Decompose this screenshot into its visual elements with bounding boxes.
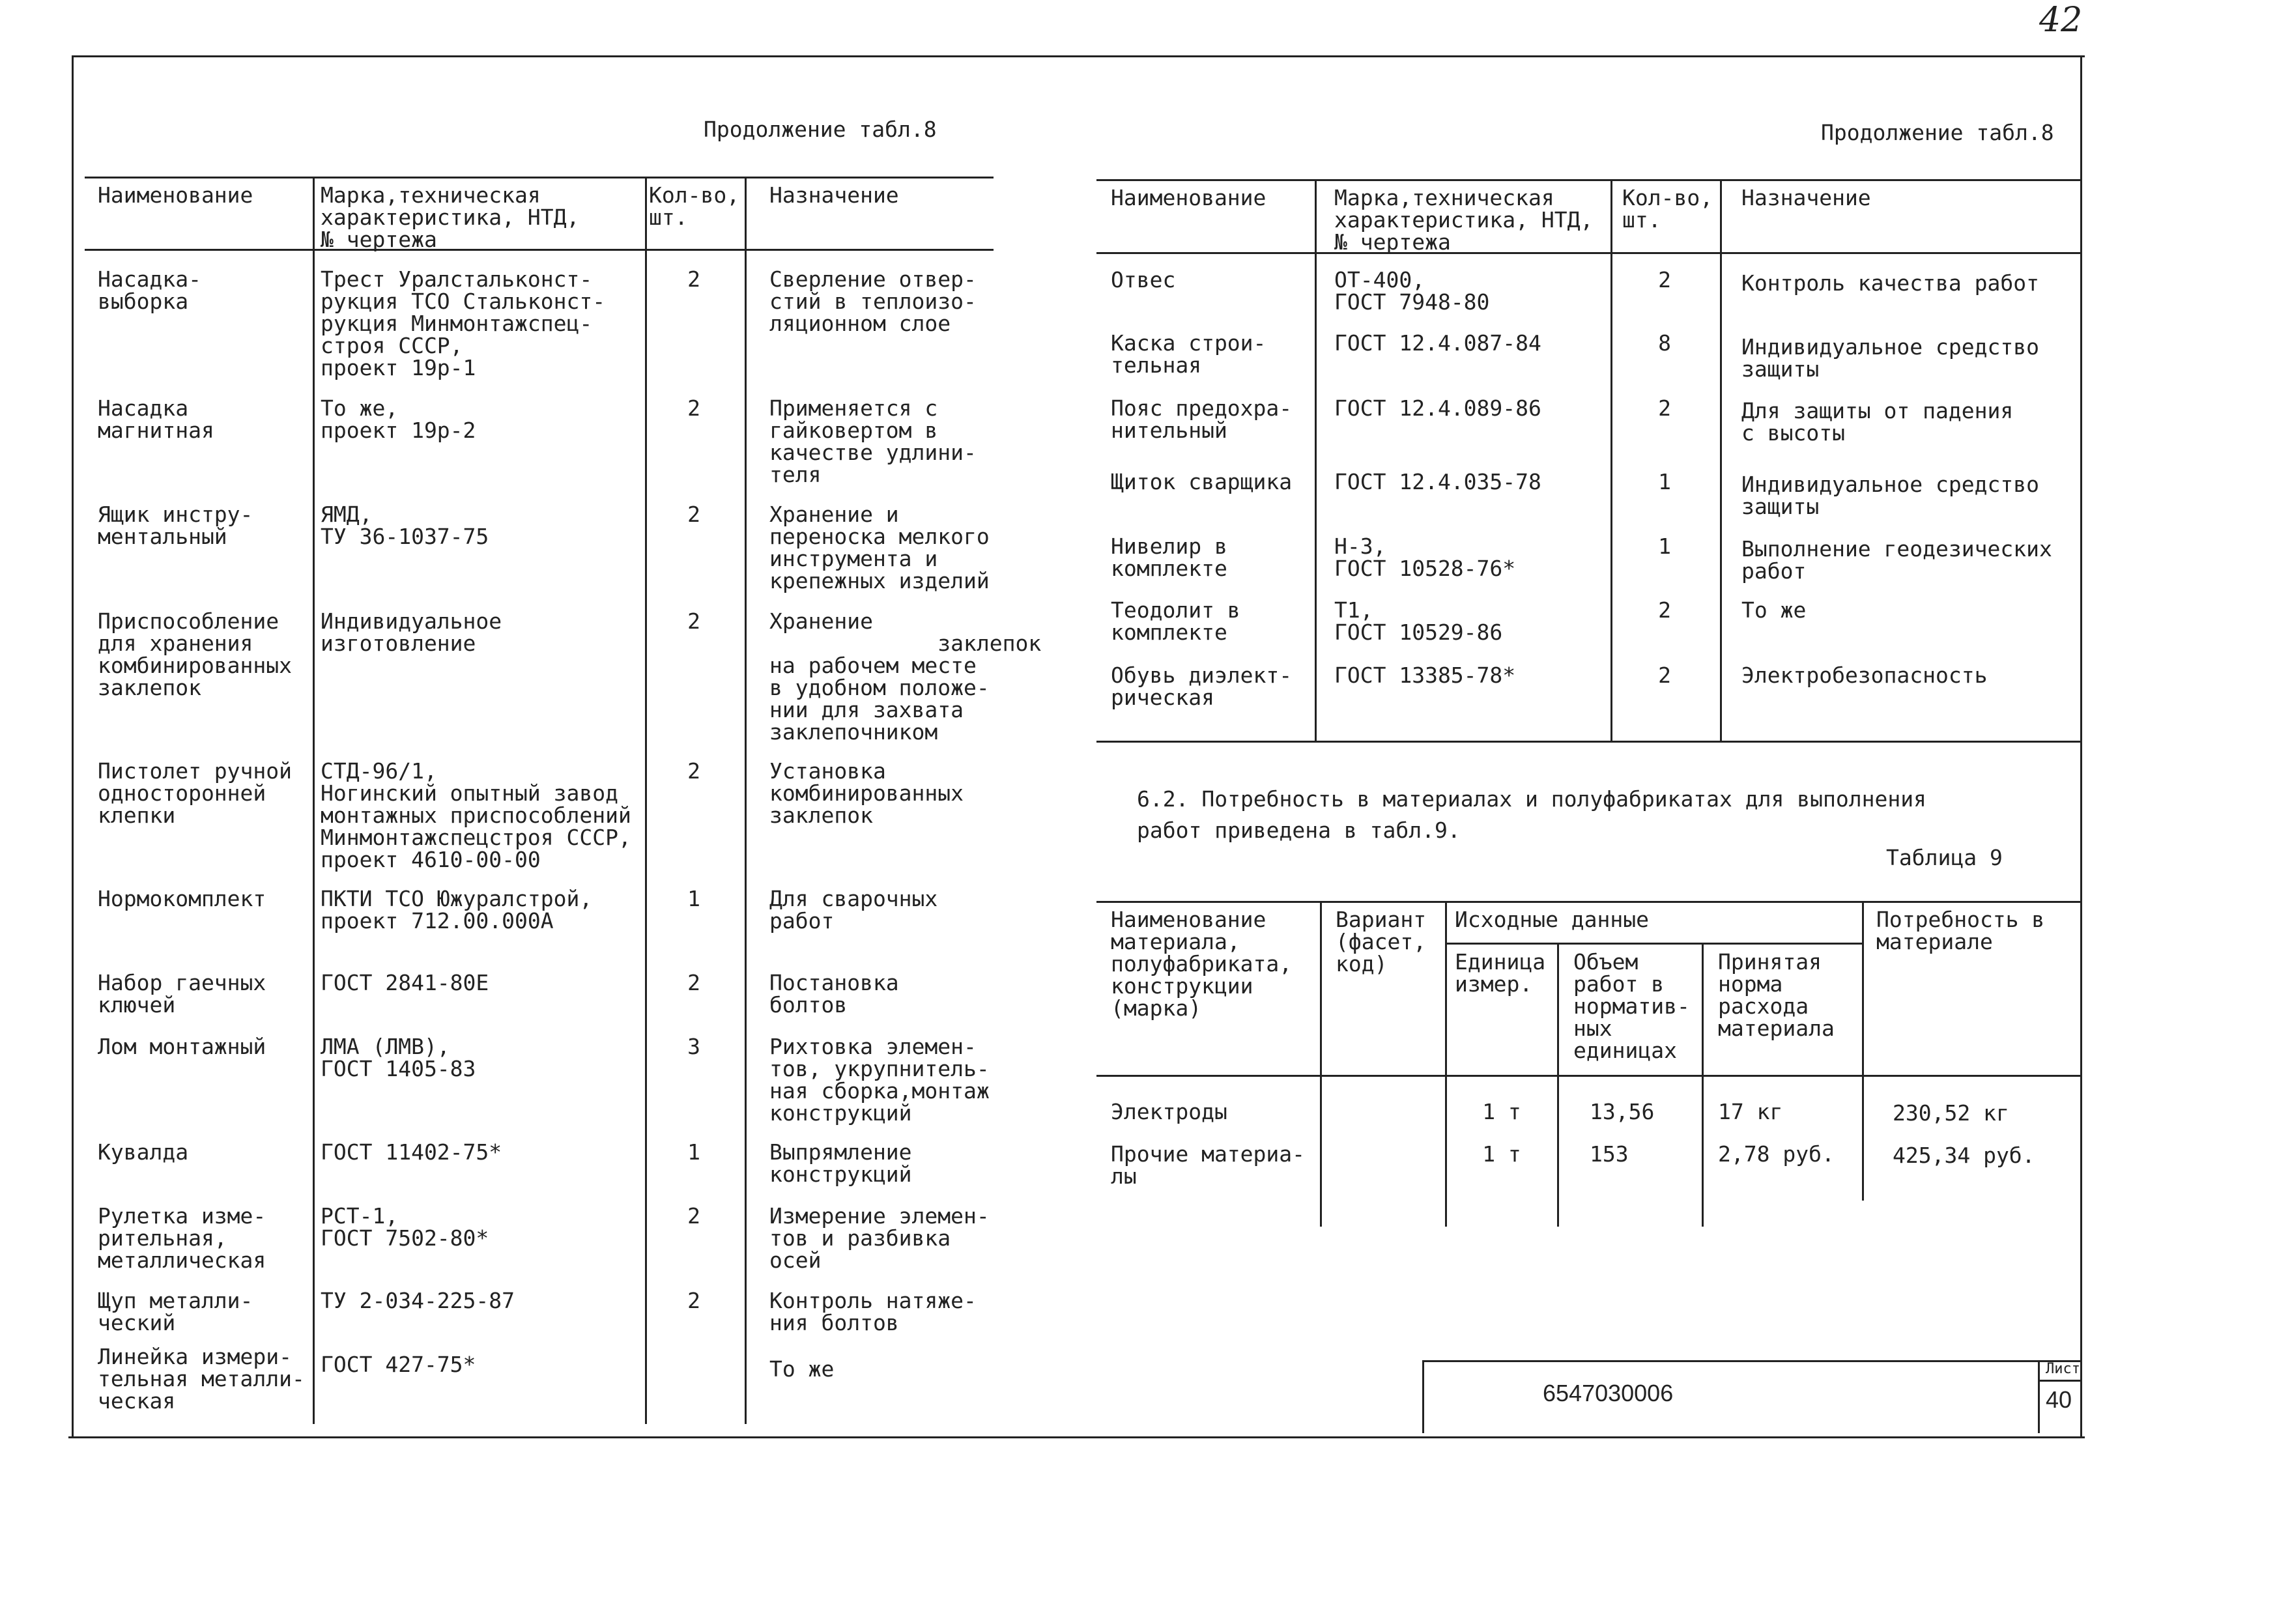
left-header-name: Наименование	[98, 182, 253, 208]
right-col-divider-2	[1610, 179, 1612, 741]
right-continuation-caption: Продолжение табл.8	[1821, 120, 2054, 145]
right-row-7-brand: ГОСТ 13385-78*	[1334, 662, 1516, 688]
left-table-top-border	[85, 177, 994, 178]
left-row-11-brand: ТУ 2-034-225-87	[321, 1288, 515, 1313]
left-row-2-name: Насадка магнитная	[98, 395, 214, 443]
right-row-7-purpose: Электробезопасность	[1741, 662, 1988, 688]
left-row-2-purpose: Применяется с гайковертом в качестве удлини- теля	[769, 395, 977, 487]
table9-row-2-volume: 153	[1590, 1141, 1629, 1167]
right-row-1-purpose: Контроль качества работ	[1741, 270, 2039, 296]
table9-header-need: Потребность в материале	[1876, 907, 2045, 954]
right-header-purpose: Назначение	[1741, 185, 1871, 210]
table9-col-divider-1	[1320, 901, 1322, 1227]
frame-left-line	[72, 55, 74, 1436]
left-row-1-name: Насадка- выборка	[98, 266, 201, 314]
left-row-11-purpose: Контроль натяже- ния болтов	[769, 1288, 977, 1335]
table9-row-1-name: Электроды	[1111, 1099, 1227, 1124]
right-row-2-purpose: Индивидуальное средство защиты	[1741, 334, 2039, 382]
left-row-10-purpose: Измерение элемен- тов и разбивка осей	[769, 1203, 990, 1273]
left-row-9-brand: ГОСТ 11402-75*	[321, 1139, 502, 1165]
right-row-2-qty: 8	[1658, 330, 1671, 356]
stamp-left-border	[1422, 1360, 1424, 1433]
left-row-9-name: Кувалда	[98, 1139, 189, 1165]
left-row-2-brand: То же, проект 19р-2	[321, 395, 476, 443]
left-col-divider-1	[313, 177, 315, 1424]
frame-bottom-line	[68, 1436, 2085, 1438]
left-row-9-purpose: Выпрямление конструкций	[769, 1139, 912, 1187]
left-row-8-purpose: Рихтовка элемен- тов, укрупнитель- ная сборка,монтаж конструкций	[769, 1034, 990, 1126]
table9-header-variant: Вариант (фасет, код)	[1336, 907, 1427, 976]
stamp-sheet-divider	[2038, 1360, 2040, 1433]
left-row-10-name: Рулетка изме- рительная, металлическая	[98, 1203, 266, 1273]
left-row-1-qty: 2	[687, 266, 700, 292]
table9-header-name: Наименование материала, полуфабриката, конструкции (марка)	[1111, 907, 1293, 1021]
right-row-4-qty: 1	[1658, 469, 1671, 494]
right-col-divider-1	[1315, 179, 1317, 741]
document-code: 6547030006	[1543, 1380, 1674, 1406]
paragraph-6-2: 6.2. Потребность в материалах и полуфабрикатах для выполнения работ приведена в табл.9.	[1137, 786, 1926, 843]
left-row-3-purpose: Хранение и переноска мелкого инструмента и крепежных изделий	[769, 502, 990, 593]
right-row-3-purpose: Для защиты от падения с высоты	[1741, 398, 2014, 446]
table9-row-1-unit: 1 т	[1482, 1099, 1521, 1124]
left-row-12-brand: ГОСТ 427-75*	[321, 1352, 476, 1377]
frame-top-line	[72, 55, 2085, 57]
table9-header-norm: Принятая норма расхода материала	[1718, 949, 1835, 1041]
stamp-top-border	[1422, 1360, 2082, 1362]
left-row-1-purpose: Сверление отвер- стий в теплоизо- ляционном слое	[769, 266, 977, 336]
right-row-5-qty: 1	[1658, 534, 1671, 559]
table9-row-1-volume: 13,56	[1590, 1099, 1655, 1124]
left-row-12-name: Линейка измери- тельная металли- ческая	[98, 1344, 305, 1414]
left-row-8-qty: 3	[687, 1034, 700, 1059]
right-row-6-purpose: То же	[1741, 597, 1807, 623]
right-row-4-brand: ГОСТ 12.4.035-78	[1334, 469, 1541, 494]
right-header-brand: Марка,техническая характеристика, НТД, № чертежа	[1334, 185, 1594, 255]
table9-header-border	[1096, 1075, 2080, 1077]
page-number: 42	[2039, 1, 2083, 40]
table9-row-1-norm: 17 кг	[1718, 1099, 1783, 1124]
left-row-9-qty: 1	[687, 1139, 700, 1165]
right-row-3-name: Пояс предохра- нительный	[1111, 395, 1293, 443]
left-row-6-purpose: Для сварочных работ	[769, 886, 938, 933]
left-row-11-name: Щуп металли- ческий	[98, 1288, 253, 1335]
left-row-4-name: Приспособление для хранения комбинированных заклепок	[98, 608, 293, 700]
right-row-7-qty: 2	[1658, 662, 1671, 688]
table9-row-2-unit: 1 т	[1482, 1141, 1521, 1167]
right-row-4-name: Щиток сварщика	[1111, 469, 1293, 494]
right-row-7-name: Обувь диэлект- рическая	[1111, 662, 1293, 710]
right-row-3-brand: ГОСТ 12.4.089-86	[1334, 395, 1541, 421]
left-row-7-purpose: Постановка болтов	[769, 970, 899, 1018]
table9-subheader-border	[1445, 943, 1862, 945]
table9-col-divider-3	[1557, 943, 1559, 1227]
right-row-1-name: Отвес	[1111, 267, 1176, 292]
right-row-5-brand: Н-3, ГОСТ 10528-76*	[1334, 534, 1516, 581]
left-row-7-qty: 2	[687, 970, 700, 995]
sheet-label: Лист	[2046, 1361, 2080, 1377]
table9-col-divider-2	[1445, 901, 1447, 1227]
left-row-4-brand: Индивидуальное изготовление	[321, 608, 502, 656]
right-row-4-purpose: Индивидуальное средство защиты	[1741, 472, 2039, 519]
table9-header-volume: Объем работ в норматив- ных единицах	[1573, 949, 1690, 1063]
right-row-6-name: Теодолит в комплекте	[1111, 597, 1240, 645]
left-row-1-brand: Трест Уралстальконст- рукция ТСО Стальконст- рукция Минмонтажспец- строя СССР, проект 19р-1	[321, 266, 606, 380]
right-header-qty: Кол-во, шт.	[1622, 185, 1713, 233]
table9-header-unit: Единица измер.	[1455, 949, 1546, 997]
left-row-5-name: Пистолет ручной односторонней клепки	[98, 758, 293, 828]
left-row-7-brand: ГОСТ 2841-80Е	[321, 970, 489, 995]
left-row-5-qty: 2	[687, 758, 700, 784]
right-row-2-name: Каска строи- тельная	[1111, 330, 1267, 378]
left-row-2-qty: 2	[687, 395, 700, 421]
left-header-qty: Кол-во, шт.	[649, 182, 740, 230]
left-row-3-name: Ящик инстру- ментальный	[98, 502, 253, 549]
right-row-3-qty: 2	[1658, 395, 1671, 421]
table9-top-border	[1096, 901, 2080, 903]
right-row-1-qty: 2	[1658, 267, 1671, 292]
stamp-sheet-label-border	[2038, 1380, 2080, 1382]
left-row-3-qty: 2	[687, 502, 700, 527]
sheet-number: 40	[2046, 1386, 2072, 1413]
left-header-brand: Марка,техническая характеристика, НТД, № чертежа	[321, 182, 580, 252]
right-row-6-qty: 2	[1658, 597, 1671, 623]
table9-row-2-need: 425,34 руб.	[1893, 1143, 2035, 1168]
right-row-6-brand: Т1, ГОСТ 10529-86	[1334, 597, 1503, 645]
left-col-divider-3	[745, 177, 747, 1424]
right-row-2-brand: ГОСТ 12.4.087-84	[1334, 330, 1541, 356]
left-row-11-qty: 2	[687, 1288, 700, 1313]
right-row-5-name: Нивелир в комплекте	[1111, 534, 1227, 581]
left-col-divider-2	[645, 177, 647, 1424]
table9-header-source: Исходные данные	[1455, 907, 1650, 932]
right-table-bottom-border	[1096, 741, 2080, 743]
table9-row-2-norm: 2,78 руб.	[1718, 1141, 1835, 1167]
table9-row-2-name: Прочие материа- лы	[1111, 1141, 1306, 1189]
left-row-8-brand: ЛМА (ЛМВ), ГОСТ 1405-83	[321, 1034, 476, 1081]
left-continuation-caption: Продолжение табл.8	[704, 117, 937, 142]
left-header-purpose: Назначение	[769, 182, 899, 208]
right-row-1-brand: ОТ-400, ГОСТ 7948-80	[1334, 267, 1490, 315]
left-row-4-purpose: Хранение заклепок на рабочем месте в удобном положе- нии для захвата заклепочником	[769, 608, 1042, 745]
left-row-6-qty: 1	[687, 886, 700, 911]
left-row-8-name: Лом монтажный	[98, 1034, 266, 1059]
table9-col-divider-5	[1862, 901, 1864, 1201]
left-row-6-name: Нормокомплект	[98, 886, 266, 911]
table9-col-divider-4	[1702, 943, 1704, 1227]
left-row-4-qty: 2	[687, 608, 700, 634]
table9-row-1-need: 230,52 кг	[1893, 1100, 2009, 1126]
left-row-10-qty: 2	[687, 1203, 700, 1229]
right-col-divider-3	[1720, 179, 1722, 741]
right-row-5-purpose: Выполнение геодезических работ	[1741, 536, 2052, 584]
left-row-5-brand: СТД-96/1, Ногинский опытный завод монтажных приспособлений Минмонтажспецстроя СССР, проект 4610-00-00	[321, 758, 631, 872]
left-row-7-name: Набор гаечных ключей	[98, 970, 266, 1018]
left-row-3-brand: ЯМД, ТУ 36-1037-75	[321, 502, 489, 549]
right-header-name: Наименование	[1111, 185, 1267, 210]
table-9-title: Таблица 9	[1886, 845, 2003, 870]
left-row-6-brand: ПКТИ ТСО Южуралстрой, проект 712.00.000А	[321, 886, 593, 933]
right-table-top-border	[1096, 179, 2080, 181]
left-row-12-purpose: То же	[769, 1356, 835, 1382]
left-row-5-purpose: Установка комбинированных заклепок	[769, 758, 964, 828]
left-row-10-brand: РСТ-1, ГОСТ 7502-80*	[321, 1203, 489, 1251]
frame-right-line	[2080, 55, 2082, 1436]
